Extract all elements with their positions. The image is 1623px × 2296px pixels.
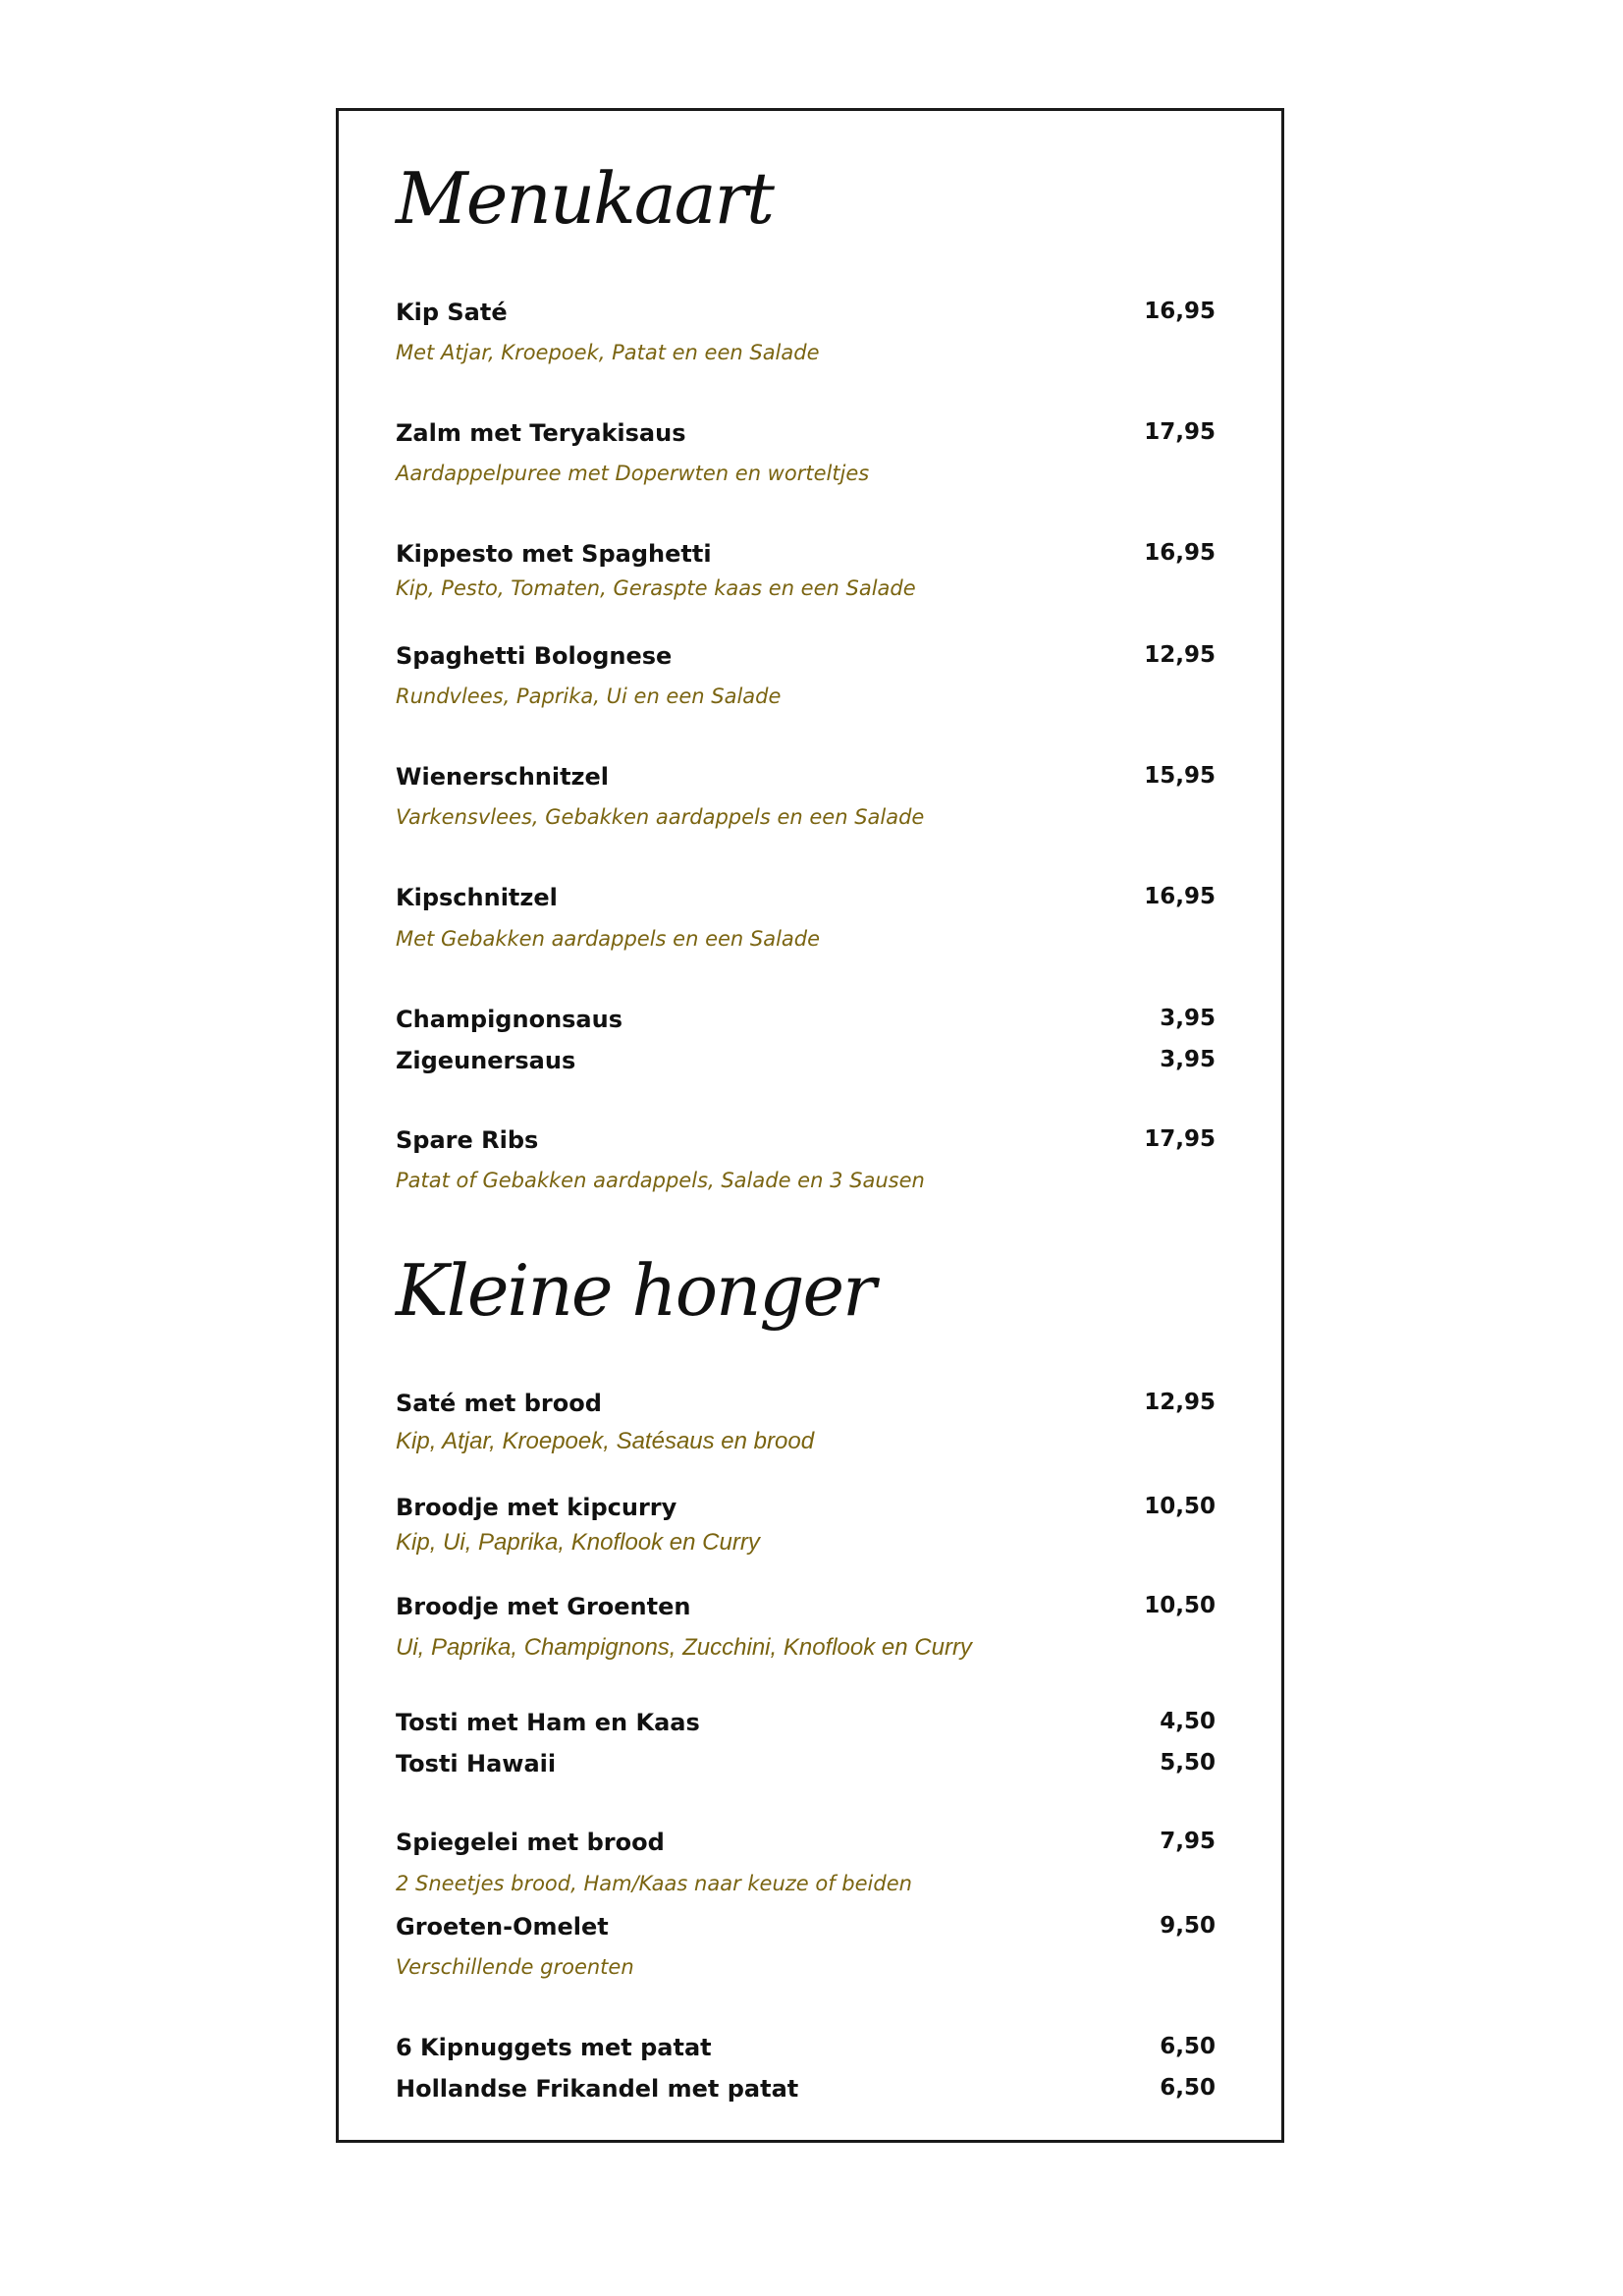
menu-item-description: Aardappelpuree met Doperwten en worteltjes — [396, 462, 870, 485]
menu-item-name: Spare Ribs — [396, 1126, 539, 1154]
menu-item-name: Tosti met Ham en Kaas — [396, 1709, 700, 1736]
menu-item-price: 9,50 — [1160, 1913, 1216, 1939]
menu-item-name: Broodje met kipcurry — [396, 1494, 677, 1521]
menu-item-name: Broodje met Groenten — [396, 1593, 691, 1620]
menu-item-price: 6,50 — [1160, 2075, 1216, 2101]
menu-item-name: 6 Kipnuggets met patat — [396, 2034, 712, 2061]
menu-item-name: Wienerschnitzel — [396, 763, 610, 791]
menu-item-price: 10,50 — [1144, 1593, 1216, 1618]
menu-item-description: Rundvlees, Paprika, Ui en een Salade — [396, 684, 782, 708]
menukaart-heading: Menukaart — [396, 157, 773, 240]
menu-item-description: Kip, Atjar, Kroepoek, Satésaus en brood — [396, 1428, 815, 1454]
kleine-honger-heading: Kleine honger — [396, 1249, 875, 1332]
menu-item-description: Kip, Ui, Paprika, Knoflook en Curry — [396, 1529, 760, 1556]
menu-item-name: Saté met brood — [396, 1390, 602, 1417]
menu-item-name: Spaghetti Bolognese — [396, 642, 673, 670]
menu-item-description: Met Atjar, Kroepoek, Patat en een Salade — [396, 341, 820, 364]
menu-item-description: Varkensvlees, Gebakken aardappels en een Salade — [396, 805, 925, 829]
menu-item-price: 3,95 — [1160, 1047, 1216, 1072]
menu-item-price: 16,95 — [1144, 299, 1216, 324]
menu-item-name: Zigeunersaus — [396, 1047, 576, 1074]
menu-item-price: 12,95 — [1144, 642, 1216, 668]
menu-item-price: 4,50 — [1160, 1709, 1216, 1734]
menu-item-price: 16,95 — [1144, 884, 1216, 909]
menu-item-name: Groeten-Omelet — [396, 1913, 609, 1941]
menu-item-price: 16,95 — [1144, 540, 1216, 566]
menu-item-name: Kipschnitzel — [396, 884, 558, 911]
menu-item-price: 15,95 — [1144, 763, 1216, 789]
menu-item-description: Met Gebakken aardappels en een Salade — [396, 927, 821, 951]
menu-item-name: Champignonsaus — [396, 1006, 622, 1033]
menu-item-price: 17,95 — [1144, 419, 1216, 445]
menu-item-price: 3,95 — [1160, 1006, 1216, 1031]
menu-item-price: 5,50 — [1160, 1750, 1216, 1776]
menu-item-price: 12,95 — [1144, 1390, 1216, 1415]
menu-item-description: Verschillende groenten — [396, 1955, 634, 1979]
menu-item-name: Spiegelei met brood — [396, 1829, 665, 1856]
menu-item-price: 10,50 — [1144, 1494, 1216, 1519]
menu-item-name: Zalm met Teryakisaus — [396, 419, 686, 447]
menu-item-description: 2 Sneetjes brood, Ham/Kaas naar keuze of beiden — [396, 1872, 912, 1895]
menu-item-price: 17,95 — [1144, 1126, 1216, 1152]
menu-item-price: 6,50 — [1160, 2034, 1216, 2059]
menu-item-name: Tosti Hawaii — [396, 1750, 557, 1777]
menu-item-name: Kip Saté — [396, 299, 508, 326]
menu-item-name: Hollandse Frikandel met patat — [396, 2075, 799, 2103]
menu-item-name: Kippesto met Spaghetti — [396, 540, 712, 568]
menu-item-price: 7,95 — [1160, 1829, 1216, 1854]
menu-item-description: Kip, Pesto, Tomaten, Geraspte kaas en een Salade — [396, 576, 916, 600]
menu-item-description: Ui, Paprika, Champignons, Zucchini, Knoflook en Curry — [396, 1634, 972, 1661]
menu-item-description: Patat of Gebakken aardappels, Salade en 3 Sausen — [396, 1169, 925, 1192]
